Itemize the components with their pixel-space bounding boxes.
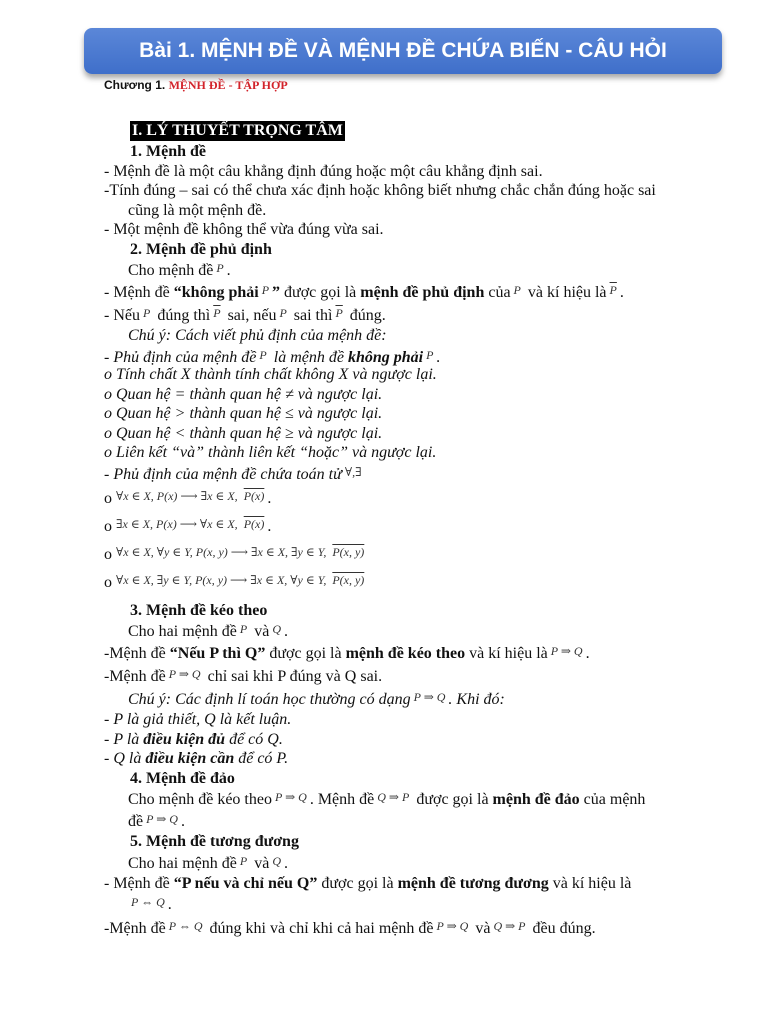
lesson-title-banner: Bài 1. MỆNH ĐỀ VÀ MỆNH ĐỀ CHỨA BIẾN - CÂU HỎI [84, 28, 722, 74]
text-line: - Q là điều kiện cần để có P. [104, 750, 289, 767]
formula-line: o ∀x ∈ X, ∃y ∈ Y, P(x, y) ⟶ ∃x ∈ X, ∀y ∈ Y, P(x, y) [104, 572, 365, 591]
text-line: - Một mệnh đề không thể vừa đúng vừa sai. [104, 221, 384, 238]
text-line: - Mệnh đề là một câu khẳng định đúng hoặc một câu khẳng định sai. [104, 162, 543, 180]
text-line: o Quan hệ < thành quan hệ ≥ và ngược lại. [104, 424, 383, 442]
text-line: - Mệnh đề “P nếu và chỉ nếu Q” được gọi là mệnh đề tương đương và kí hiệu là [104, 874, 632, 892]
text-line: đề P ⇒ Q . [128, 812, 185, 830]
text-line: o Tính chất X thành tính chất không X và ngược lại. [104, 366, 437, 383]
math-p: P [513, 283, 521, 297]
chapter-prefix: Chương 1. [104, 78, 166, 92]
text-line: o Quan hệ > thành quan hệ ≤ và ngược lại. [104, 405, 383, 422]
subsection-title-1: 1. Mệnh đề [130, 143, 206, 160]
text-line: o Liên kết “và” thành liên kết “hoặc” và ngược lại. [104, 444, 437, 461]
text-line: Cho hai mệnh đề P và Q . [128, 622, 288, 640]
math-p: P [216, 261, 224, 275]
text-line: Cho mệnh đề kéo theo P ⇒ Q . Mệnh đề Q ⇒ P được gọi là mệnh đề đảo của mệnh [128, 790, 646, 808]
chapter-name: MỆNH ĐỀ - TẬP HỢP [168, 78, 288, 92]
text-line: - Phủ định của mệnh đề P là mệnh đề không phải P . [104, 347, 441, 366]
text-line: Cho hai mệnh đề P và Q . [128, 853, 288, 872]
math-p: P [261, 283, 270, 297]
formula-line: o ∀x ∈ X, P(x) ⟶ ∃x ∈ X, P(x) . [104, 488, 272, 507]
subsection-title-5: 5. Mệnh đề tương đương [130, 833, 299, 850]
text-line: -Mệnh đề “Nếu P thì Q” được gọi là mệnh đề kéo theo và kí hiệu là P ⇒ Q . [104, 644, 590, 662]
math-not-p: $\overline{P}$ [609, 283, 617, 297]
text-line: - Nếu P đúng thì $\overline{P}$ sai, nếu P sai thì $\overline{P}$ đúng. [104, 306, 386, 324]
formula-line: o ∀x ∈ X, ∀y ∈ Y, P(x, y) ⟶ ∃x ∈ X, ∃y ∈ Y, P(x, y) [104, 544, 365, 563]
text-line: - Phủ định của mệnh đề chứa toán tử ∀,∃ [104, 464, 362, 483]
text-line: - Mệnh đề “không phải P ” được gọi là mệnh đề phủ định của P và kí hiệu là $\overline{P}$ . [104, 283, 624, 301]
note-line: Chú ý: Cách viết phủ định của mệnh đề: [128, 327, 387, 344]
note-line: Chú ý: Các định lí toán học thường có dạng P ⇒ Q . Khi đó: [128, 690, 505, 708]
text-line: Cho mệnh đề P . [128, 261, 231, 279]
subsection-title-4: 4. Mệnh đề đảo [130, 769, 235, 787]
text-line: - P là giả thiết, Q là kết luận. [104, 711, 292, 728]
text-line: - P là điều kiện đủ để có Q. [104, 730, 283, 748]
text-line: P ⇔ Q . [131, 895, 172, 913]
text-line: -Mệnh đề P ⇒ Q chỉ sai khi P đúng và Q sai. [104, 667, 383, 685]
text-line: cũng là một mệnh đề. [128, 201, 267, 219]
formula-line: o ∃x ∈ X, P(x) ⟶ ∀x ∈ X, P(x) . [104, 516, 272, 535]
subsection-title-2: 2. Mệnh đề phủ định [130, 240, 272, 258]
section-heading: I. LÝ THUYẾT TRỌNG TÂM [132, 122, 343, 139]
text-line: -Tính đúng – sai có thể chưa xác định hoặc không biết nhưng chắc chắn đúng hoặc sai [104, 182, 656, 199]
text-line: -Mệnh đề P ⇔ Q đúng khi và chỉ khi cả hai mệnh đề P ⇒ Q và Q ⇒ P đều đúng. [104, 919, 596, 937]
document-body [104, 121, 736, 939]
text-line: o Quan hệ = thành quan hệ ≠ và ngược lại. [104, 385, 383, 403]
chapter-label [104, 78, 288, 93]
subsection-title-3: 3. Mệnh đề kéo theo [130, 601, 268, 619]
